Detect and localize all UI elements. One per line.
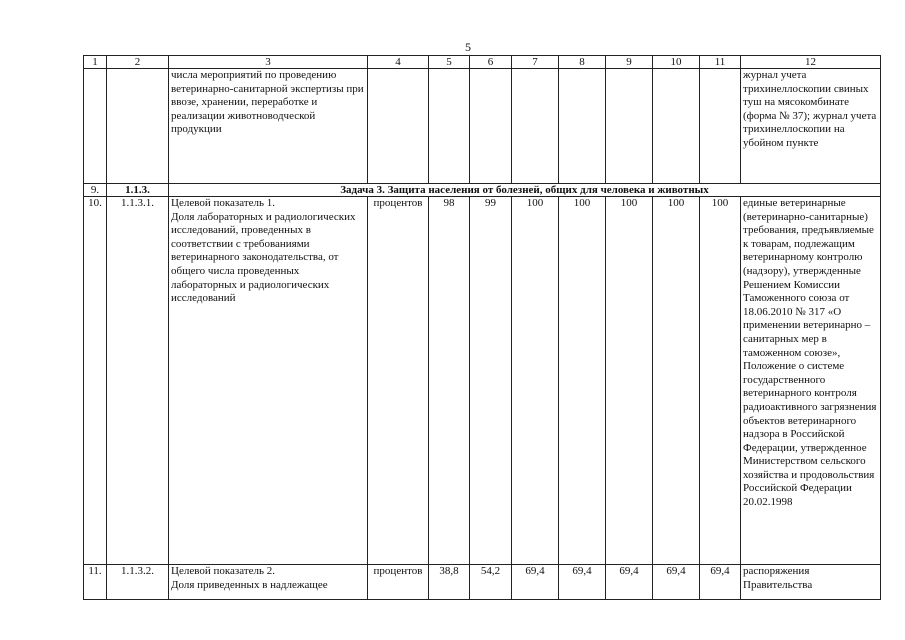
cell-value: 100 <box>512 197 559 565</box>
cell-value: 100 <box>653 197 700 565</box>
indicator-text: Доля приведенных в надлежащее <box>171 578 328 591</box>
header-cell: 10 <box>653 56 700 69</box>
indicator-title: Целевой показатель 2. <box>171 565 276 577</box>
table-row <box>84 197 881 565</box>
header-cell: 6 <box>470 56 512 69</box>
cell-value: 99 <box>470 197 512 565</box>
cell-value: 69,4 <box>700 565 741 600</box>
cell-value: 100 <box>700 197 741 565</box>
cell-value: 54,2 <box>470 565 512 600</box>
cell-unit: процентов <box>368 197 429 565</box>
header-cell: 5 <box>429 56 470 69</box>
row-number: 11. <box>84 565 107 600</box>
table-row-continued <box>84 69 881 184</box>
cell-value: 100 <box>559 197 606 565</box>
task-row <box>84 184 881 197</box>
header-cell: 7 <box>512 56 559 69</box>
cell-value: 69,4 <box>653 565 700 600</box>
indicators-table <box>83 55 881 600</box>
cell-value: 38,8 <box>429 565 470 600</box>
header-cell: 9 <box>606 56 653 69</box>
row-number: 9. <box>84 184 107 197</box>
header-cell: 1 <box>84 56 107 69</box>
header-cell: 2 <box>107 56 169 69</box>
cell-value: 98 <box>429 197 470 565</box>
cell-source: распоряжения Правительства <box>741 565 881 600</box>
cell-description <box>169 565 368 600</box>
header-row <box>84 56 881 69</box>
cell-unit: процентов <box>368 565 429 600</box>
header-cell: 4 <box>368 56 429 69</box>
row-number: 10. <box>84 197 107 565</box>
header-cell: 12 <box>741 56 881 69</box>
header-cell: 3 <box>169 56 368 69</box>
header-cell: 8 <box>559 56 606 69</box>
task-title: Задача 3. Защита населения от болезней, общих для человека и животных <box>169 184 881 197</box>
cell-source: единые ветеринарные (ветеринарно-санитарные) требования, предъявляемые к товарам, подлежащим ветеринарному контролю (надзору), утвержденные Решением Комиссии Таможенного союза от 18.06.2010 № 317 «О применении ветеринарно – санитарных мер в таможенном союзе», Положение о системе государственного ветеринарного контроля радиоактивного загрязнения объектов ветеринарного надзора в Российской Федерации, утвержденное Министерством сельского хозяйства и продовольствия Российской Федерации 20.02.1998 <box>741 197 881 565</box>
cell-description <box>169 197 368 565</box>
indicator-text: Доля лабораторных и радиологических исследований, проведенных в соответствии с требованиями ветеринарного законодательства, от общего числа проведенных лабораторных и радиологических исследований <box>171 210 356 305</box>
cell-value: 69,4 <box>559 565 606 600</box>
cell-value: 100 <box>606 197 653 565</box>
cell-description: числа мероприятий по проведению ветеринарно-санитарной экспертизы при ввозе, хранении, переработке и реализации животноводческой продукции <box>169 69 368 184</box>
page-number: 5 <box>465 40 471 54</box>
cell-source: журнал учета трихинеллоскопии свиных туш на мясокомбинате (форма № 37); журнал учета трихинеллоскопии на убойном пункте <box>741 69 881 184</box>
cell-value: 69,4 <box>606 565 653 600</box>
table-row <box>84 565 881 600</box>
row-code: 1.1.3.2. <box>107 565 169 600</box>
row-code: 1.1.3.1. <box>107 197 169 565</box>
header-cell: 11 <box>700 56 741 69</box>
row-code: 1.1.3. <box>107 184 169 197</box>
cell-value: 69,4 <box>512 565 559 600</box>
indicator-title: Целевой показатель 1. <box>171 197 276 209</box>
